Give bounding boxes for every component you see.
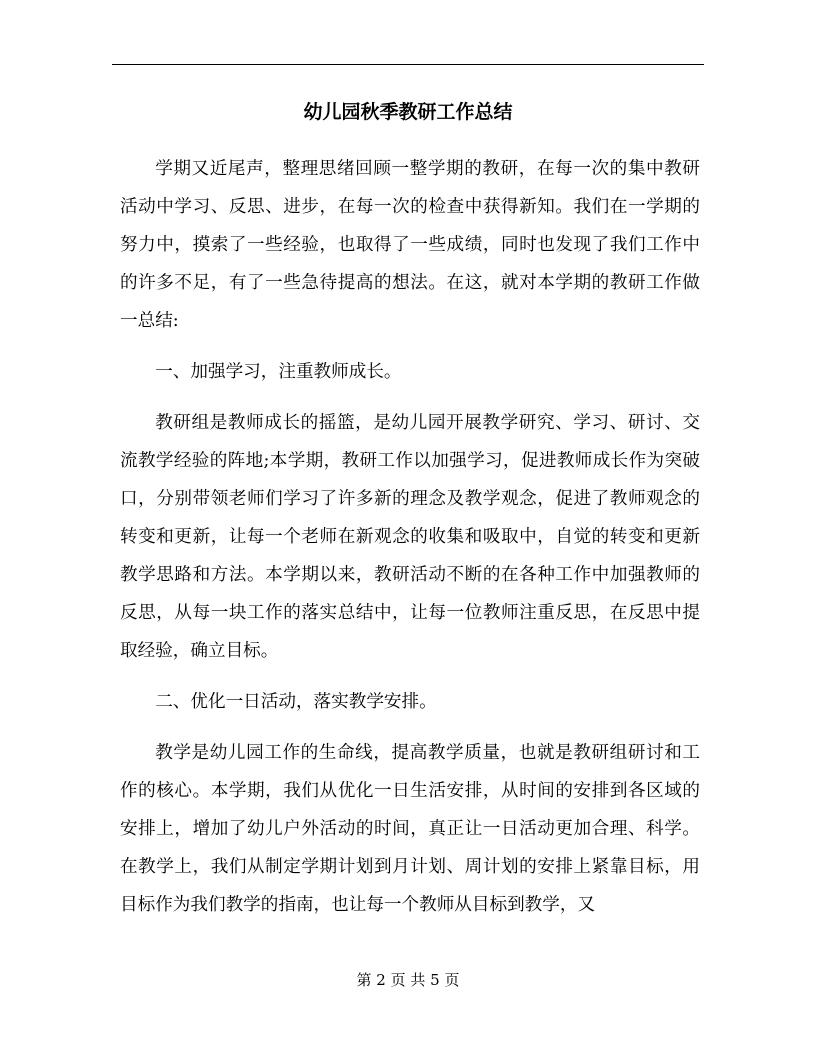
- page-number: 第 2 页 共 5 页: [356, 971, 460, 989]
- section-2-paragraph: 教学是幼儿园工作的生命线，提高教学质量，也就是教研组研讨和工作的核心。本学期，我们从优化一日生活安排，从时间的安排到各区域的安排上，增加了幼儿户外活动的时间，真正让一日活动更加合理、科学。在教学上，我们从制定学期计划到月计划、周计划的安排上紧靠目标，用目标作为我们教学的指南，也让每一个教师从目标到教学，又: [120, 743, 700, 915]
- section-heading-1: 一、加强学习，注重教师成长。: [155, 362, 402, 382]
- section-heading-2: 二、优化一日活动，落实教学安排。: [155, 692, 437, 712]
- intro-paragraph: 学期又近尾声，整理思绪回顾一整学期的教研，在每一次的集中教研活动中学习、反思、进步，在每一次的检查中获得新知。我们在一学期的努力中，摸索了一些经验，也取得了一些成绩，同时也发现了我们工作中的许多不足，有了一些急待提高的想法。在这，就对本学期的教研工作做一总结:: [120, 159, 700, 331]
- document-title: 幼儿园秋季教研工作总结: [303, 101, 513, 123]
- section-1-paragraph: 教研组是教师成长的摇篮，是幼儿园开展教学研究、学习、研讨、交流教学经验的阵地;本学期，教研工作以加强学习，促进教师成长作为突破口，分别带领老师们学习了许多新的理念及教学观念，促进了教师观念的转变和更新，让每一个老师在新观念的收集和吸取中，自觉的转变和更新教学思路和方法。本学期以来，教研活动不断的在各种工作中加强教师的反思，从每一块工作的落实总结中，让每一位教师注重反思，在反思中提取经验，确立目标。: [120, 413, 700, 661]
- header-rule: [112, 64, 704, 65]
- document-body: [120, 150, 700, 937]
